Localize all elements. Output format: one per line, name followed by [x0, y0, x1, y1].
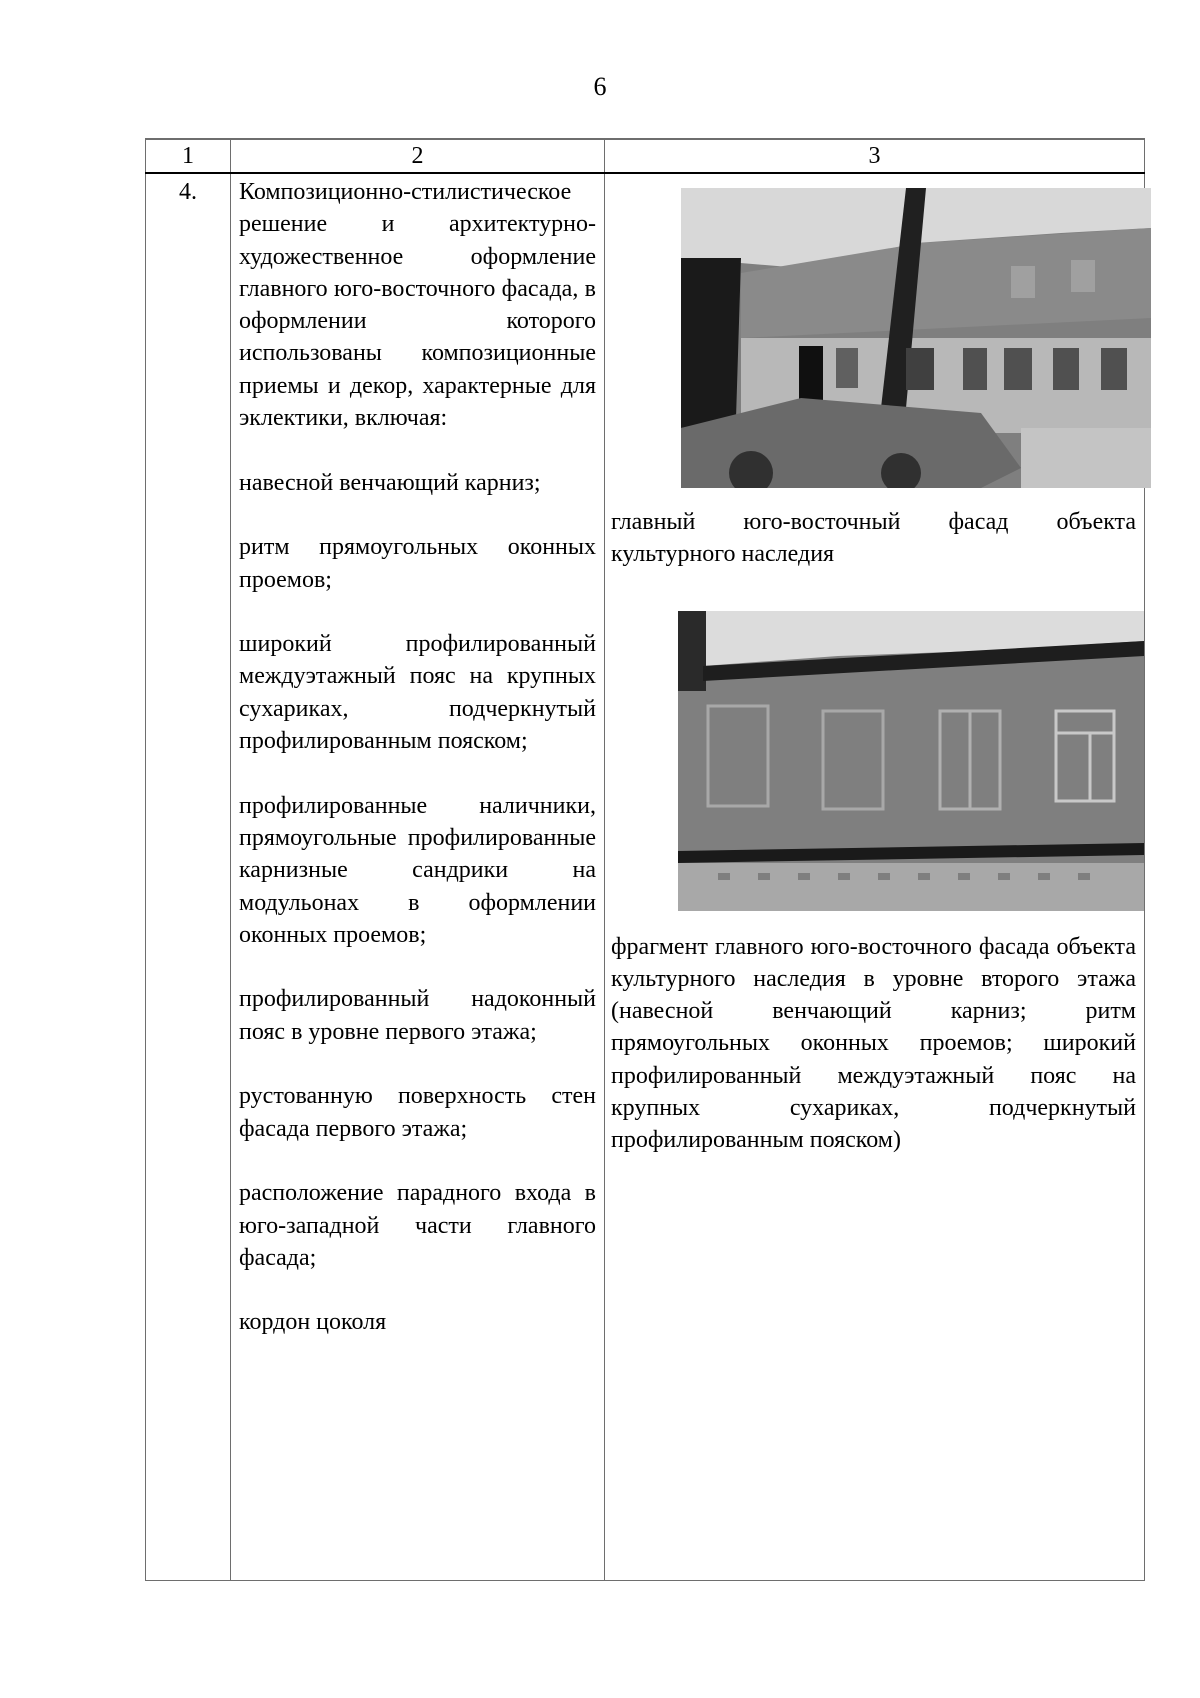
photo-caption-1: главный юго-восточный фасад объекта культурного наследия — [611, 509, 1136, 568]
feature-item: кордон цоколя — [239, 1309, 387, 1336]
header-col-3: 3 — [605, 139, 1145, 173]
header-col-2: 2 — [231, 139, 605, 173]
header-col-1: 1 — [146, 139, 231, 173]
feature-item: профилированные наличники, прямоугольные профилированные карнизные сандрики на модульонах в оформлении оконных проемов; — [239, 792, 596, 948]
table-header-row — [146, 139, 1145, 173]
row-number-cell — [146, 173, 231, 1581]
feature-item: ритм прямоугольных оконных проемов; — [239, 534, 596, 593]
facade-fragment-photo-icon — [678, 611, 1144, 911]
feature-item: широкий профилированный междуэтажный пояс на крупных сухариках, подчеркнутый профилированным пояском; — [239, 631, 596, 755]
feature-item: навесной венчающий карниз; — [239, 469, 541, 496]
facade-fragment-photo — [678, 611, 1144, 911]
table-row — [146, 173, 1145, 1581]
intro-paragraph: Композиционно-стилистическое решение и архитектурно-художественное оформление главного юго-восточного фасада, в оформлении которого использованы композиционные приемы и декор, характерные для эклектики, включая: — [239, 179, 596, 432]
feature-item: расположение парадного входа в юго-западной части главного фасада; — [239, 1180, 596, 1271]
feature-item: профилированный надоконный пояс в уровне первого этажа; — [239, 986, 596, 1045]
page-number: 6 — [593, 72, 607, 101]
facade-photo-icon — [681, 188, 1151, 488]
feature-item: рустованную поверхность стен фасада первого этажа; — [239, 1083, 596, 1142]
row-number: 4. — [179, 179, 197, 205]
illustration-cell — [605, 173, 1145, 1581]
building-facade-photo — [681, 188, 1151, 488]
heritage-features-table — [145, 138, 1145, 1581]
description-cell — [231, 173, 605, 1581]
photo-caption-2: фрагмент главного юго-восточного фасада объекта культурного наследия в уровне второго этажа (навесной венчающий карниз; ритм прямоугольных оконных проемов; широкий профилированный междуэтажный пояс на крупных сухариках, подчеркнутый профилированным пояском) — [611, 933, 1136, 1154]
